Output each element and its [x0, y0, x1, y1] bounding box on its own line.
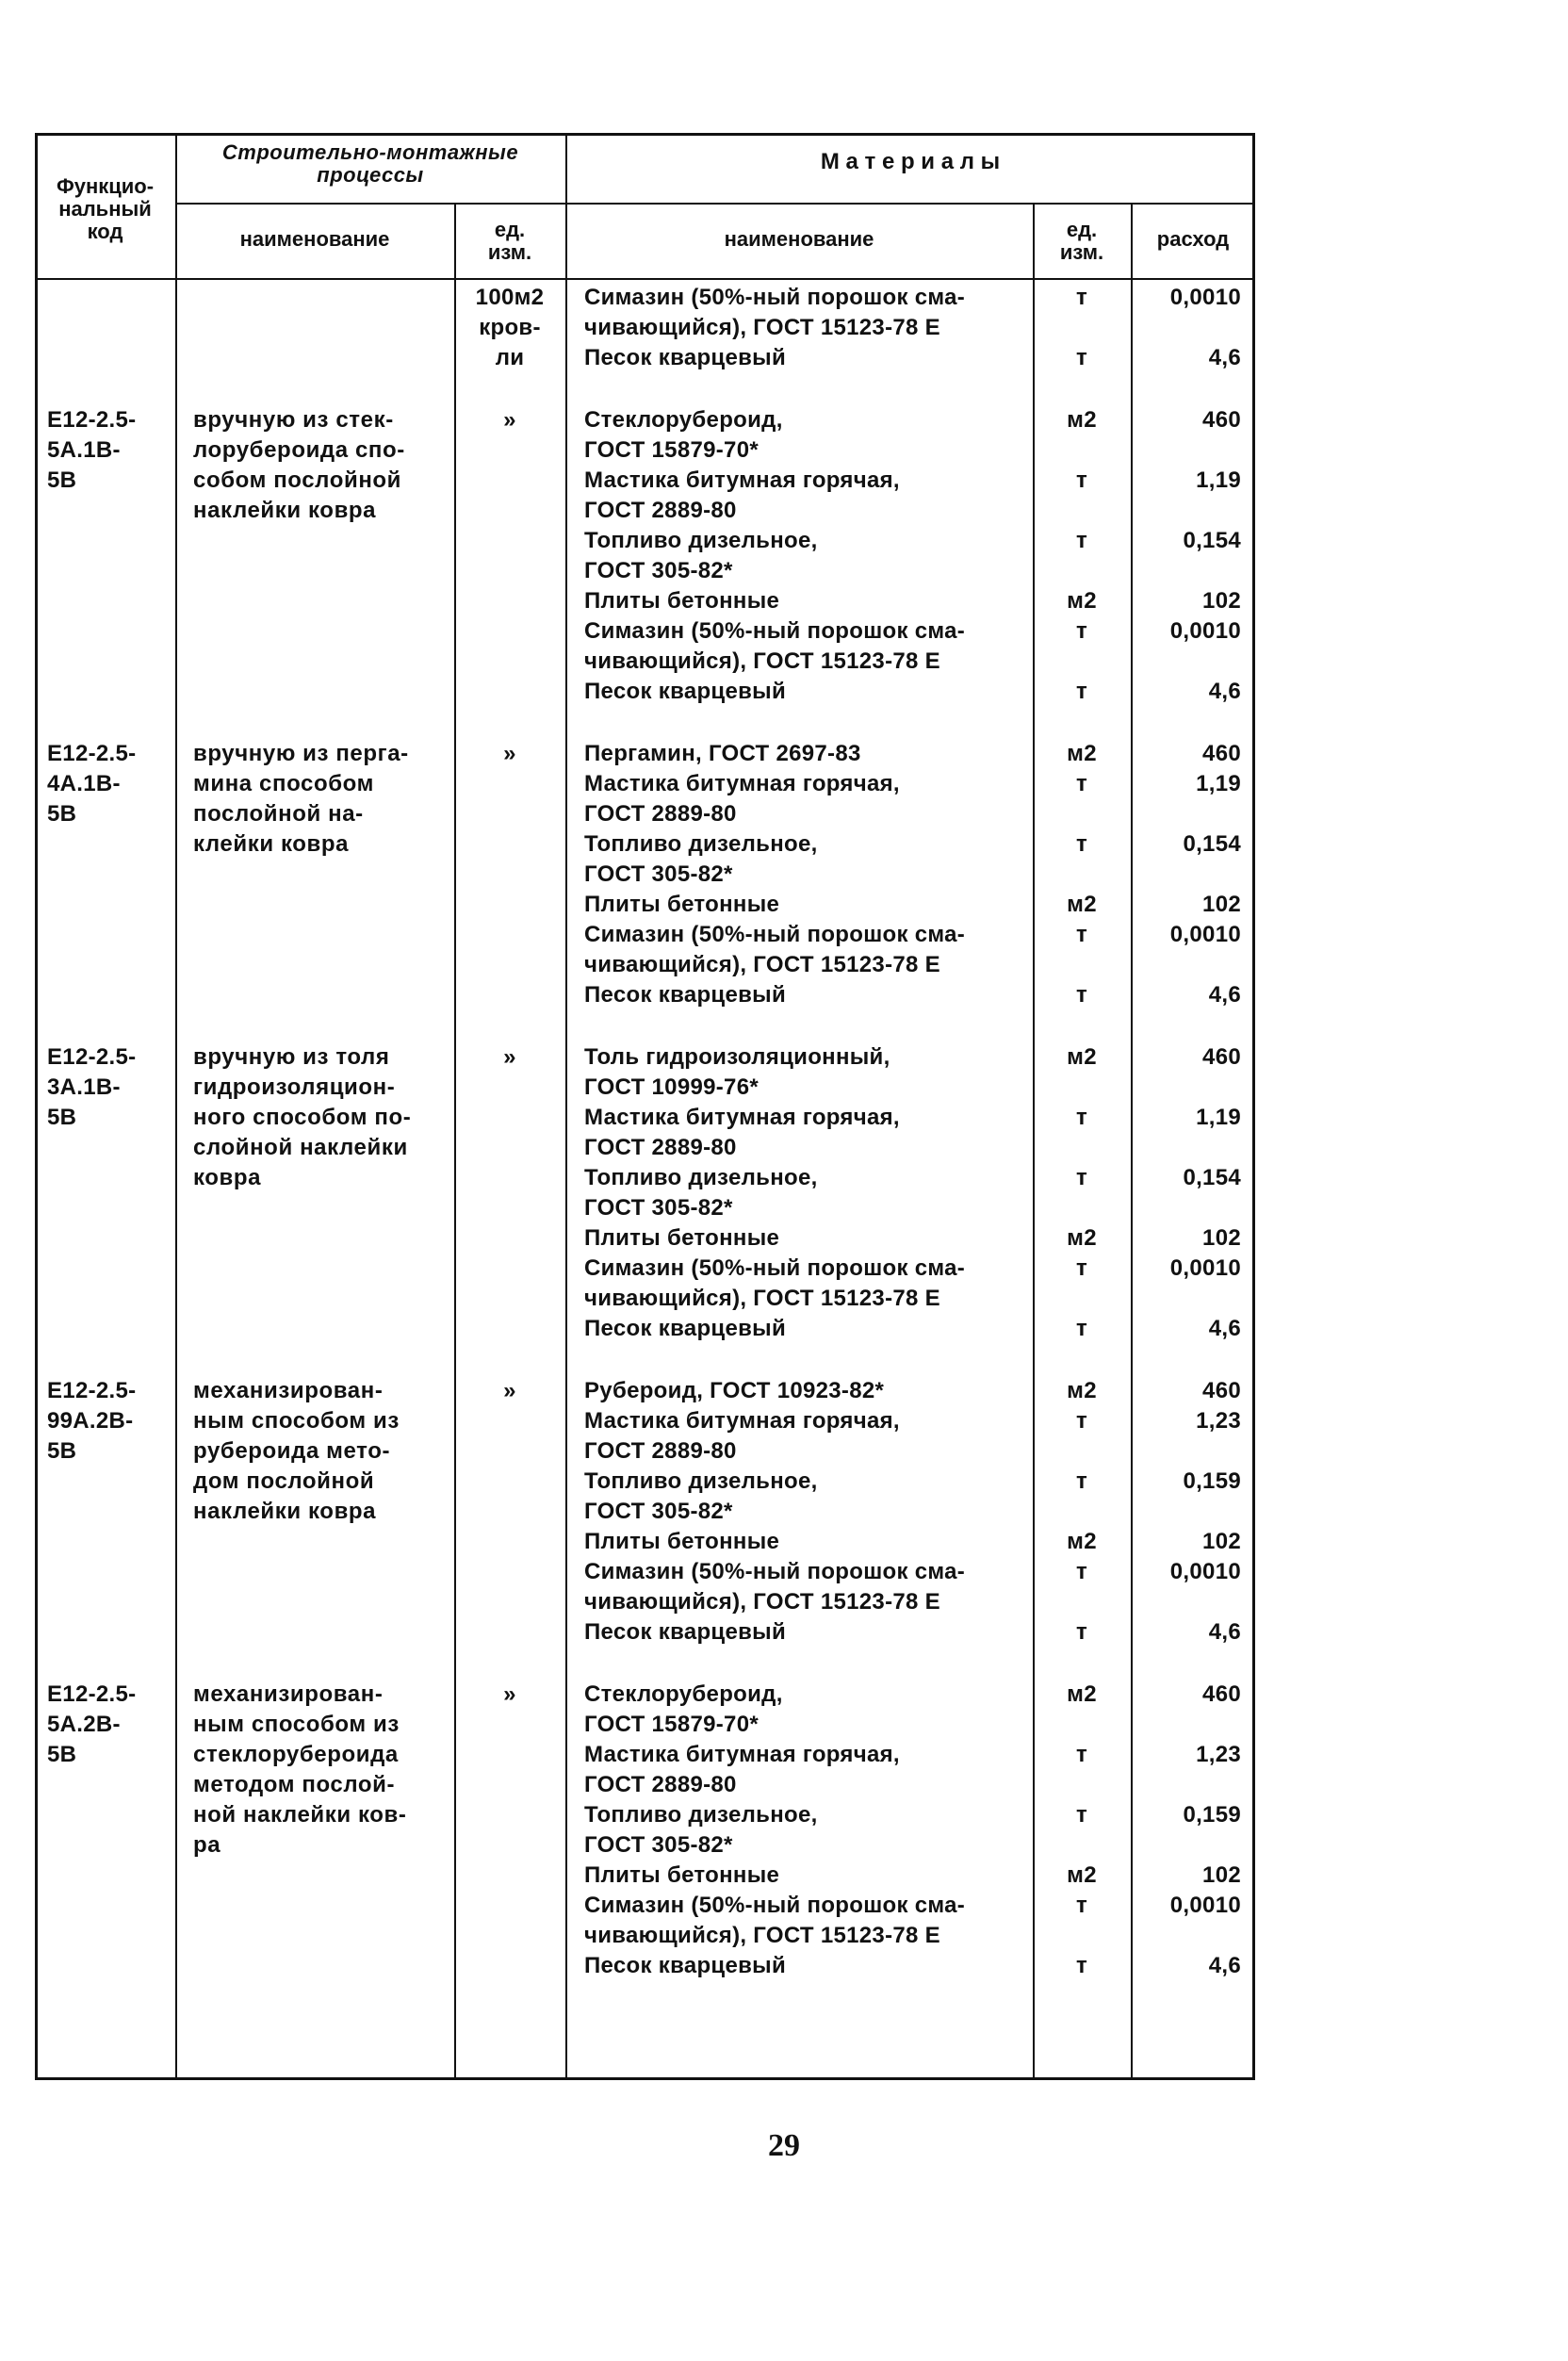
material-unit: м2 — [1067, 1529, 1097, 1554]
material-consumption: 4,6 — [1208, 345, 1241, 370]
material-unit: т — [1075, 1316, 1088, 1341]
material-unit: т — [1075, 1742, 1088, 1767]
process-name: вручную из толя гидроизоляцион- ного способом по- слойной наклейки ковра — [193, 1044, 412, 1190]
material-consumption: 0,0010 — [1169, 618, 1241, 644]
material-unit: т — [1075, 467, 1088, 493]
header-func-code: Функцио- нальный код — [56, 174, 155, 243]
material-name: Песок кварцевый — [584, 345, 787, 370]
material-consumption: 1,23 — [1196, 1742, 1241, 1767]
material-name: Плиты бетонные — [584, 1225, 780, 1251]
col-divider-process-name — [454, 204, 456, 2080]
material-unit: т — [1075, 528, 1088, 553]
material-name: Симазин (50%-ный порошок сма- чивающийся), ГОСТ 15123-78 Е — [584, 1893, 966, 1948]
material-consumption: 460 — [1202, 1681, 1241, 1707]
material-name: Топливо дизельное, ГОСТ 305-82* — [584, 831, 818, 887]
material-unit: т — [1075, 1559, 1088, 1584]
material-name: Мастика битумная горячая, ГОСТ 2889-80 — [584, 467, 900, 523]
material-unit: т — [1075, 679, 1088, 704]
material-consumption: 102 — [1202, 1862, 1241, 1888]
material-unit: т — [1075, 285, 1088, 310]
material-name: Мастика битумная горячая, ГОСТ 2889-80 — [584, 1742, 900, 1797]
function-code: Е12-2.5- 5А.2В- 5В — [47, 1681, 137, 1767]
material-unit: т — [1075, 1893, 1088, 1918]
header-processes: Строительно-монтажные процессы — [221, 140, 519, 187]
material-consumption: 0,0010 — [1169, 285, 1241, 310]
material-consumption: 1,19 — [1196, 467, 1241, 493]
material-unit: м2 — [1067, 1378, 1097, 1403]
material-name: Плиты бетонные — [584, 892, 780, 917]
material-name: Песок кварцевый — [584, 1953, 787, 1978]
material-consumption: 0,0010 — [1169, 1559, 1241, 1584]
process-unit: » — [503, 1044, 516, 1070]
material-consumption: 460 — [1202, 407, 1241, 433]
material-name: Мастика битумная горячая, ГОСТ 2889-80 — [584, 771, 900, 827]
header-material-name: наименование — [724, 227, 874, 251]
material-unit: м2 — [1067, 588, 1097, 614]
material-consumption: 4,6 — [1208, 982, 1241, 1008]
material-name: Стеклорубероид, ГОСТ 15879-70* — [584, 407, 783, 463]
material-name: Песок кварцевый — [584, 1316, 787, 1341]
material-consumption: 0,154 — [1183, 831, 1241, 857]
function-code: Е12-2.5- 4А.1В- 5В — [47, 741, 137, 827]
material-unit: т — [1075, 1619, 1088, 1645]
material-name: Топливо дизельное, ГОСТ 305-82* — [584, 528, 818, 583]
material-name: Рубероид, ГОСТ 10923-82* — [584, 1378, 885, 1403]
material-name: Песок кварцевый — [584, 679, 787, 704]
material-name: Мастика битумная горячая, ГОСТ 2889-80 — [584, 1105, 900, 1160]
material-unit: т — [1075, 831, 1088, 857]
process-name: вручную из перга- мина способом послойной на- клейки ковра — [193, 741, 409, 857]
material-name: Симазин (50%-ный порошок сма- чивающийся), ГОСТ 15123-78 Е — [584, 285, 966, 340]
process-unit: » — [503, 1378, 516, 1403]
material-unit: т — [1075, 771, 1088, 796]
material-unit: т — [1075, 345, 1088, 370]
header-process-name: наименование — [239, 227, 390, 251]
material-consumption: 1,19 — [1196, 771, 1241, 796]
material-consumption: 102 — [1202, 892, 1241, 917]
material-name: Мастика битумная горячая, ГОСТ 2889-80 — [584, 1408, 900, 1464]
material-name: Топливо дизельное, ГОСТ 305-82* — [584, 1802, 818, 1858]
material-consumption: 102 — [1202, 588, 1241, 614]
material-unit: т — [1075, 1408, 1088, 1434]
header-subdivider — [175, 203, 1255, 205]
material-consumption: 0,159 — [1183, 1468, 1241, 1494]
material-name: Песок кварцевый — [584, 1619, 787, 1645]
material-name: Топливо дизельное, ГОСТ 305-82* — [584, 1468, 818, 1524]
process-unit: 100м2 кров- ли — [475, 285, 545, 370]
process-unit: » — [503, 407, 516, 433]
function-code: Е12-2.5- 3А.1В- 5В — [47, 1044, 137, 1130]
process-name: механизирован- ным способом из рубероида мето- дом послойной наклейки ковра — [193, 1378, 400, 1524]
material-unit: м2 — [1067, 741, 1097, 766]
material-consumption: 460 — [1202, 741, 1241, 766]
header-bottom-line — [35, 278, 1255, 280]
process-name: вручную из стек- лорубероида спо- собом послойной наклейки ковра — [193, 407, 405, 523]
material-name: Плиты бетонные — [584, 588, 780, 614]
material-consumption: 0,159 — [1183, 1802, 1241, 1828]
material-consumption: 4,6 — [1208, 1619, 1241, 1645]
material-name: Стеклорубероид, ГОСТ 15879-70* — [584, 1681, 783, 1737]
material-unit: м2 — [1067, 892, 1097, 917]
material-name: Плиты бетонные — [584, 1862, 780, 1888]
material-name: Симазин (50%-ный порошок сма- чивающийся), ГОСТ 15123-78 Е — [584, 922, 966, 977]
material-name: Пергамин, ГОСТ 2697-83 — [584, 741, 861, 766]
material-name: Песок кварцевый — [584, 982, 787, 1008]
material-name: Плиты бетонные — [584, 1529, 780, 1554]
material-consumption: 102 — [1202, 1225, 1241, 1251]
material-consumption: 0,154 — [1183, 528, 1241, 553]
material-unit: т — [1075, 982, 1088, 1008]
header-consumption: расход — [1156, 227, 1230, 251]
header-materials: М а т е р и а л ы — [820, 149, 1001, 174]
material-unit: т — [1075, 618, 1088, 644]
header-material-unit: ед. изм. — [1059, 218, 1104, 264]
material-consumption: 102 — [1202, 1529, 1241, 1554]
material-consumption: 4,6 — [1208, 1316, 1241, 1341]
material-unit: т — [1075, 1953, 1088, 1978]
material-name: Топливо дизельное, ГОСТ 305-82* — [584, 1165, 818, 1221]
material-consumption: 4,6 — [1208, 679, 1241, 704]
material-name: Симазин (50%-ный порошок сма- чивающийся), ГОСТ 15123-78 Е — [584, 618, 966, 674]
material-consumption: 1,23 — [1196, 1408, 1241, 1434]
material-unit: т — [1075, 1468, 1088, 1494]
page-number: 29 — [768, 2128, 800, 2163]
function-code: Е12-2.5- 5А.1В- 5В — [47, 407, 137, 493]
material-unit: т — [1075, 1105, 1088, 1130]
material-unit: т — [1075, 1802, 1088, 1828]
material-unit: т — [1075, 1255, 1088, 1281]
header-process-unit: ед. изм. — [487, 218, 532, 264]
col-divider-processes — [565, 133, 567, 2080]
col-divider-material-unit — [1131, 204, 1133, 2080]
process-unit: » — [503, 1681, 516, 1707]
material-unit: м2 — [1067, 1862, 1097, 1888]
col-divider-code — [175, 133, 177, 2080]
material-consumption: 1,19 — [1196, 1105, 1241, 1130]
material-name: Симазин (50%-ный порошок сма- чивающийся), ГОСТ 15123-78 Е — [584, 1255, 966, 1311]
material-consumption: 0,154 — [1183, 1165, 1241, 1190]
process-name: механизирован- ным способом из стеклорубероида методом послой- ной наклейки ков- ра — [193, 1681, 407, 1858]
function-code: Е12-2.5- 99А.2В- 5В — [47, 1378, 137, 1464]
material-unit: м2 — [1067, 1044, 1097, 1070]
material-unit: м2 — [1067, 1681, 1097, 1707]
material-unit: т — [1075, 922, 1088, 947]
material-name: Толь гидроизоляционный, ГОСТ 10999-76* — [584, 1044, 890, 1100]
process-unit: » — [503, 741, 516, 766]
material-consumption: 0,0010 — [1169, 1255, 1241, 1281]
material-consumption: 460 — [1202, 1378, 1241, 1403]
material-unit: м2 — [1067, 407, 1097, 433]
material-consumption: 460 — [1202, 1044, 1241, 1070]
material-consumption: 0,0010 — [1169, 922, 1241, 947]
material-name: Симазин (50%-ный порошок сма- чивающийся), ГОСТ 15123-78 Е — [584, 1559, 966, 1615]
material-consumption: 4,6 — [1208, 1953, 1241, 1978]
material-unit: м2 — [1067, 1225, 1097, 1251]
material-unit: т — [1075, 1165, 1088, 1190]
material-consumption: 0,0010 — [1169, 1893, 1241, 1918]
